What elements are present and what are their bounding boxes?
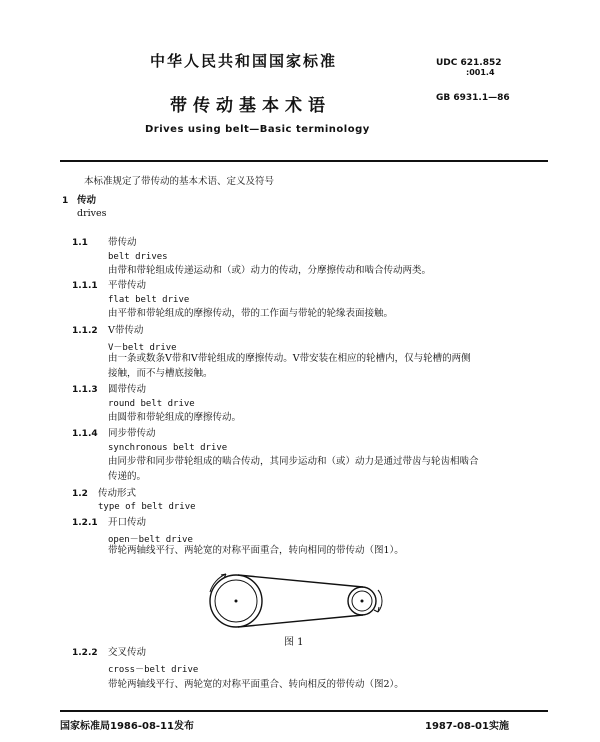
term-en: flat belt drive [108,295,190,305]
term: 同步带传动 [108,428,156,439]
figure-caption: 图 1 [284,637,304,648]
header-divider [60,160,548,162]
term: 开口传动 [108,517,147,528]
section-number: 1.1.4 [72,429,98,439]
term: 平带传动 [108,280,147,291]
term-en: type of belt drive [98,502,196,512]
term-en: cross－belt drive [108,665,199,675]
term-definition: 带轮两轴线平行、两轮宽的对称平面重合、转向相反的带传动（图2）。 [108,679,404,690]
term-definition: 由带和带轮组成传递运动和（或）动力的传动，分摩擦传动和啮合传动两类。 [108,265,432,276]
section-number: 1.1.2 [72,326,98,336]
term-definition: 由同步带和同步带轮组成的啮合传动，其同步运动和（或）动力是通过带齿与轮齿相啮合 [108,456,479,467]
term-definition: 由一条或数条V带和V带轮组成的摩擦传动。V带安装在相应的轮槽内，仅与轮槽的两侧 [108,353,471,364]
term: 交叉传动 [108,647,147,658]
term: 带传动 [108,237,137,248]
section-number: 1.1.1 [72,281,98,291]
small-pulley-axis [361,600,364,603]
section-number: 1.2 [72,489,88,499]
udc-sub-code: :001.4 [466,68,495,77]
section-title-en: drives [77,208,107,219]
term: V带传动 [108,325,144,336]
term-definition: 由圆带和带轮组成的摩擦传动。 [108,412,242,423]
udc-code: UDC 621.852 :001.4 [436,58,502,77]
large-pulley-axis [235,600,238,603]
term-en: synchronous belt drive [108,443,228,453]
section-number: 1.2.2 [72,648,98,658]
term-en: V－belt drive [108,343,177,353]
term-en: belt drives [108,252,168,262]
term-en: open－belt drive [108,535,193,545]
section-title: 传动 [77,195,97,206]
term: 圆带传动 [108,384,147,395]
term-en: round belt drive [108,399,195,409]
page-title-english: Drives using belt—Basic terminology [145,124,370,135]
footer-divider [60,710,548,712]
issue-date: 国家标准局1986-08-11发布 [60,721,194,732]
term-definition: 由平带和带轮组成的摩擦传动，带的工作面与带轮的轮缘表面接触。 [108,308,394,319]
intro-text: 本标准规定了带传动的基本术语、定义及符号 [84,176,275,187]
open-belt-drive-figure [196,568,396,634]
section-number: 1 [62,196,69,206]
term-definition: 接触，而不与槽底接触。 [108,368,213,379]
section-number: 1.1 [72,238,88,248]
effective-date: 1987-08-01实施 [425,721,509,732]
term: 传动形式 [98,488,137,499]
page-title: 带传动基本术语 [170,96,331,116]
gb-number: GB 6931.1—86 [436,93,510,103]
section-number: 1.2.1 [72,518,98,528]
standard-line: 中华人民共和国国家标准 [150,52,338,70]
term-definition: 传递的。 [108,471,147,482]
term-definition: 带轮两轴线平行、两轮宽的对称平面重合，转向相同的带传动（图1）。 [108,545,404,556]
section-number: 1.1.3 [72,385,98,395]
